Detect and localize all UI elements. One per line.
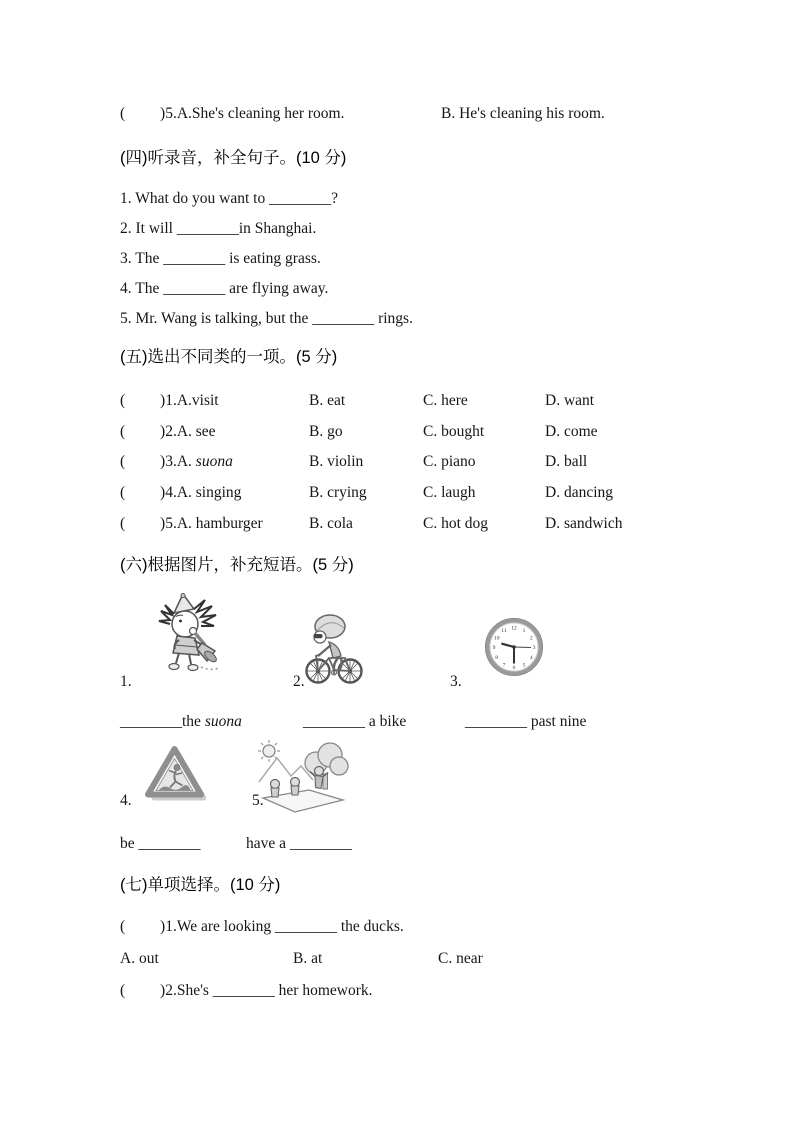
section5-heading: (五)选出不同类的一项。(5 分) xyxy=(120,348,338,366)
section5-row-1 xyxy=(120,391,595,411)
choice-c: C. bought xyxy=(423,423,485,440)
svg-text:8: 8 xyxy=(495,655,499,661)
phrase-2: ________ a bike xyxy=(303,713,407,730)
children-picnic-image xyxy=(257,738,349,814)
phrase-5: have a ________ xyxy=(246,835,352,852)
choice-a: ( )4.A. singing xyxy=(120,484,242,501)
svg-text:3: 3 xyxy=(532,645,536,651)
clock-half-past-nine-image xyxy=(484,617,544,677)
boy-playing-suona-image xyxy=(149,593,227,679)
section4-item-3: 3. The ________ is eating grass. xyxy=(120,250,321,267)
section5-row-5 xyxy=(120,514,623,534)
choice-c: C. piano xyxy=(423,453,476,470)
svg-text:10: 10 xyxy=(493,635,500,642)
section5-row-3 xyxy=(120,452,588,472)
phrase-3: ________ past nine xyxy=(465,713,587,730)
svg-text:9: 9 xyxy=(492,645,496,651)
phrase-row-2 xyxy=(120,834,352,854)
svg-text:11: 11 xyxy=(501,628,507,635)
phrase-1-italic-word: suona xyxy=(204,713,242,730)
svg-text:7: 7 xyxy=(502,662,506,669)
picture-4-label: 4. xyxy=(120,792,132,809)
section7-heading: (七)单项选择。(10 分) xyxy=(120,876,281,894)
section7-question-1: ( )1.We are looking ________ the ducks. xyxy=(120,918,404,935)
choice-c: C. hot dog xyxy=(423,515,489,532)
picture-2-label: 2. xyxy=(293,673,305,690)
choice-c: C. here xyxy=(423,392,468,409)
choice-d: D. ball xyxy=(545,453,588,470)
section4-item-5: 5. Mr. Wang is talking, but the ________ rings. xyxy=(120,310,413,327)
svg-text:6: 6 xyxy=(512,665,516,671)
choice-b: B. go xyxy=(309,423,343,440)
picture-number-row-2 xyxy=(120,791,264,811)
phrase-1-blank: ________the xyxy=(120,713,205,730)
svg-text:2: 2 xyxy=(529,635,533,642)
choice-b: B. eat xyxy=(309,392,346,409)
choice-a xyxy=(120,452,233,472)
phrase-1 xyxy=(120,712,242,732)
section4-item-4: 4. The ________ are flying away. xyxy=(120,280,329,297)
picture-3-label: 3. xyxy=(450,673,462,690)
svg-text:1: 1 xyxy=(522,628,526,635)
choice-b: B. violin xyxy=(309,453,364,470)
section5-row-2 xyxy=(120,422,598,442)
choice-a: ( )5.A. hamburger xyxy=(120,515,263,532)
picture-5-label: 5. xyxy=(252,792,264,809)
picture-1-label: 1. xyxy=(120,673,132,690)
choice-a: ( )1.A.visit xyxy=(120,392,219,409)
listening-q5-row xyxy=(120,104,605,124)
listening-q5-option-a: ( )5.A.She's cleaning her room. xyxy=(120,105,345,122)
option-c: C. near xyxy=(438,950,483,967)
phrase-4: be ________ xyxy=(120,835,201,852)
choice-d: D. sandwich xyxy=(545,515,623,532)
choice-b: B. crying xyxy=(309,484,367,501)
section7-question-2: ( )2.She's ________ her homework. xyxy=(120,982,373,999)
choice-a-prefix: ( )3.A. xyxy=(120,453,196,470)
listening-q5-option-b: B. He's cleaning his room. xyxy=(441,105,605,122)
svg-text:5: 5 xyxy=(522,662,526,669)
section5-row-4 xyxy=(120,483,614,503)
choice-a-italic-word: suona xyxy=(195,453,233,470)
section6-heading: (六)根据图片，补充短语。(5 分) xyxy=(120,556,354,574)
section4-item-2: 2. It will ________in Shanghai. xyxy=(120,220,317,237)
section7-q1-options-row xyxy=(120,949,483,969)
choice-c: C. laugh xyxy=(423,484,476,501)
svg-text:12: 12 xyxy=(511,625,517,632)
boy-riding-bike-image xyxy=(305,614,363,685)
caution-warning-sign-image xyxy=(143,744,206,804)
section4-heading: (四)听录音，补全句子。(10 分) xyxy=(120,149,347,167)
svg-text:4: 4 xyxy=(529,655,533,661)
choice-a: ( )2.A. see xyxy=(120,423,216,440)
picture-number-row-1 xyxy=(120,672,462,692)
phrase-row-1 xyxy=(120,712,587,732)
option-a: A. out xyxy=(120,950,159,967)
option-b: B. at xyxy=(293,950,323,967)
choice-d: D. want xyxy=(545,392,595,409)
choice-d: D. dancing xyxy=(545,484,614,501)
choice-d: D. come xyxy=(545,423,598,440)
choice-b: B. cola xyxy=(309,515,353,532)
section4-item-1: 1. What do you want to ________? xyxy=(120,190,338,207)
